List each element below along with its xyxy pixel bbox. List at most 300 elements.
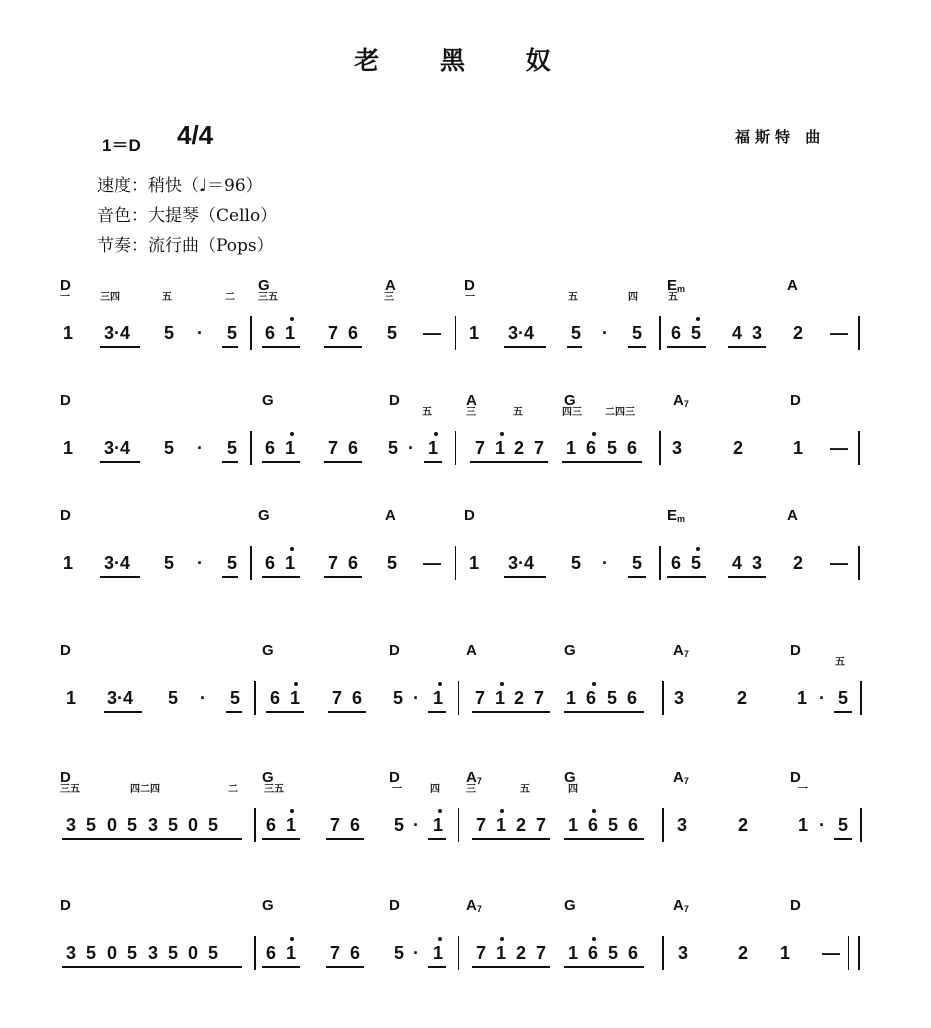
score-system <box>0 642 931 708</box>
chord-symbol: D <box>464 507 475 524</box>
fingering-mark: 三五 <box>60 784 80 795</box>
note: 5 <box>227 323 238 343</box>
note: 3 <box>678 943 689 963</box>
chord-symbol: G <box>262 392 274 409</box>
barline <box>455 316 456 350</box>
chord-symbol: D <box>389 769 400 786</box>
note: 3·4 <box>107 688 134 708</box>
note: 6 <box>628 815 639 835</box>
note: · <box>602 553 608 573</box>
fingering-mark: 四 <box>568 784 578 795</box>
note: 7 <box>475 438 486 458</box>
chord-symbol: G <box>262 769 274 786</box>
note: 6 <box>627 688 638 708</box>
barline <box>659 546 661 580</box>
beam-underline <box>628 346 646 348</box>
note: — <box>423 553 441 573</box>
note: 5 <box>607 438 618 458</box>
note: 5 <box>608 943 619 963</box>
chord-symbol: D <box>790 769 801 786</box>
note: 2 <box>516 943 527 963</box>
octave-dot <box>438 682 442 686</box>
barline <box>858 316 860 350</box>
chord-symbol: G <box>258 277 270 294</box>
octave-dot <box>696 317 700 321</box>
barline <box>848 936 849 970</box>
beam-underline <box>100 461 140 463</box>
fingering-mark: 三 <box>466 784 476 795</box>
note: 0 <box>188 943 199 963</box>
chord-symbol: D <box>60 277 71 294</box>
note: 1 <box>797 688 808 708</box>
note: · <box>197 323 203 343</box>
octave-dot <box>294 682 298 686</box>
fingering-mark: 四 <box>628 292 638 303</box>
beam-underline <box>262 966 300 968</box>
note: 6 <box>671 553 682 573</box>
note: 5 <box>168 815 179 835</box>
note: — <box>830 438 848 458</box>
chord-symbol: D <box>60 507 71 524</box>
note: 2 <box>514 688 525 708</box>
octave-dot <box>438 937 442 941</box>
note: 7 <box>534 438 545 458</box>
note: · <box>408 438 414 458</box>
barline <box>250 546 252 580</box>
note: 6 <box>265 553 276 573</box>
octave-dot <box>500 432 504 436</box>
note: 0 <box>188 815 199 835</box>
time-signature: 4/4 <box>177 120 214 150</box>
octave-dot <box>500 937 504 941</box>
note: 0 <box>107 815 118 835</box>
song-title: 老 黑 奴 <box>354 46 577 75</box>
note: 5 <box>571 323 582 343</box>
note: 2 <box>738 815 749 835</box>
note: 1 <box>496 943 507 963</box>
chord-symbol: $A_7$ <box>673 642 689 659</box>
beam-underline <box>262 576 300 578</box>
note: 3 <box>674 688 685 708</box>
beam-underline <box>222 576 238 578</box>
note: 5 <box>227 438 238 458</box>
note: 3 <box>148 815 159 835</box>
note: 4 <box>732 553 743 573</box>
barline <box>860 681 862 715</box>
note: 6 <box>588 815 599 835</box>
note: 6 <box>348 553 359 573</box>
note: 5 <box>387 553 398 573</box>
fingering-mark: 二四三 <box>605 407 635 418</box>
note: 7 <box>330 943 341 963</box>
note: 3·4 <box>104 553 131 573</box>
beam-underline <box>324 346 362 348</box>
note: 5 <box>86 815 97 835</box>
chord-symbol: D <box>464 277 475 294</box>
barline <box>662 681 664 715</box>
beam-underline <box>564 838 644 840</box>
score-system <box>0 897 931 963</box>
note: · <box>413 815 419 835</box>
chord-symbol: A <box>466 392 477 409</box>
barline <box>659 431 661 465</box>
chord-symbol: D <box>389 897 400 914</box>
note: 1 <box>63 323 74 343</box>
note: 1 <box>469 323 480 343</box>
note: 0 <box>107 943 118 963</box>
note: 3 <box>752 553 763 573</box>
note: 3·4 <box>104 438 131 458</box>
note: 6 <box>586 438 597 458</box>
octave-dot <box>500 682 504 686</box>
octave-dot <box>438 809 442 813</box>
note: 5 <box>227 553 238 573</box>
note: 5 <box>168 688 179 708</box>
beam-underline <box>324 461 362 463</box>
note: 5 <box>838 815 849 835</box>
beam-underline <box>428 711 446 713</box>
fingering-mark: 三 <box>466 407 476 418</box>
chord-symbol: $E_m$ <box>667 277 686 294</box>
octave-dot <box>500 809 504 813</box>
beam-underline <box>834 711 852 713</box>
fingering-mark: 五 <box>422 407 432 418</box>
barline <box>250 431 252 465</box>
note: 4 <box>732 323 743 343</box>
barline <box>858 431 860 465</box>
beam-underline <box>428 838 446 840</box>
note: 5 <box>691 553 702 573</box>
beam-underline <box>62 838 242 840</box>
fingering-mark: 五 <box>568 292 578 303</box>
note: 5 <box>632 553 643 573</box>
beam-underline <box>728 576 766 578</box>
note: 1 <box>286 815 297 835</box>
chord-symbol: A <box>385 277 396 294</box>
note: 1 <box>285 553 296 573</box>
chord-symbol: D <box>389 392 400 409</box>
note: 6 <box>586 688 597 708</box>
fingering-mark: 五 <box>162 292 172 303</box>
chord-symbol: G <box>564 642 576 659</box>
fingering-mark: 三 <box>384 292 394 303</box>
chord-symbol: D <box>60 769 71 786</box>
chord-symbol: A <box>787 507 798 524</box>
note: 3 <box>66 815 77 835</box>
beam-underline <box>262 838 300 840</box>
note: 1 <box>793 438 804 458</box>
beam-underline <box>564 711 644 713</box>
note: 1 <box>286 943 297 963</box>
chord-symbol: D <box>60 897 71 914</box>
beam-underline <box>567 346 582 348</box>
octave-dot <box>592 809 596 813</box>
chord-symbol: D <box>790 897 801 914</box>
note: · <box>413 943 419 963</box>
note: — <box>830 323 848 343</box>
note: 6 <box>627 438 638 458</box>
note: 3 <box>752 323 763 343</box>
note: 3 <box>672 438 683 458</box>
chord-symbol: G <box>258 507 270 524</box>
composer-credit: 福斯特 曲 <box>735 128 826 146</box>
fingering-mark: 五 <box>668 292 678 303</box>
fingering-mark: 五 <box>513 407 523 418</box>
barline <box>662 936 664 970</box>
note: 6 <box>671 323 682 343</box>
barline <box>254 808 256 842</box>
chord-symbol: $A_7$ <box>673 392 689 409</box>
note: 2 <box>793 553 804 573</box>
barline <box>858 546 860 580</box>
octave-dot <box>592 432 596 436</box>
beam-underline <box>100 576 140 578</box>
chord-symbol: A <box>466 642 477 659</box>
fingering-mark: 四二四 <box>130 784 160 795</box>
beam-underline <box>326 838 364 840</box>
barline <box>662 808 664 842</box>
note: 7 <box>475 688 486 708</box>
note: 5 <box>607 688 618 708</box>
note: 1 <box>63 438 74 458</box>
barline <box>455 431 456 465</box>
chord-symbol: $E_m$ <box>667 507 686 524</box>
note: 1 <box>290 688 301 708</box>
note: 3 <box>66 943 77 963</box>
note: · <box>413 688 419 708</box>
beam-underline <box>326 966 364 968</box>
note: 5 <box>127 943 138 963</box>
octave-dot <box>290 317 294 321</box>
note: 1 <box>433 815 444 835</box>
barline <box>458 936 459 970</box>
octave-dot <box>290 547 294 551</box>
note: — <box>830 553 848 573</box>
barline <box>254 681 256 715</box>
note: — <box>822 943 840 963</box>
beam-underline <box>667 346 706 348</box>
beam-underline <box>428 966 446 968</box>
barline <box>250 316 252 350</box>
note: 1 <box>566 688 577 708</box>
note: 1 <box>566 438 577 458</box>
note: 5 <box>208 943 219 963</box>
beam-underline <box>226 711 242 713</box>
note: 5 <box>838 688 849 708</box>
fingering-mark: 二 <box>225 292 235 303</box>
note: 1 <box>428 438 439 458</box>
octave-dot <box>696 547 700 551</box>
note: 3 <box>677 815 688 835</box>
note: 1 <box>433 943 444 963</box>
barline <box>254 936 256 970</box>
note: 3·4 <box>104 323 131 343</box>
barline <box>858 936 860 970</box>
rhythm-line: 节奏：流行曲（Pops） <box>97 236 274 256</box>
note: 7 <box>332 688 343 708</box>
note: 2 <box>737 688 748 708</box>
note: 1 <box>798 815 809 835</box>
note: 5 <box>164 438 175 458</box>
note: 2 <box>516 815 527 835</box>
note: 2 <box>733 438 744 458</box>
score-system <box>0 769 931 835</box>
beam-underline <box>504 576 546 578</box>
note: 5 <box>571 553 582 573</box>
barline <box>455 546 456 580</box>
note: 5 <box>164 553 175 573</box>
beam-underline <box>562 461 642 463</box>
note: 1 <box>568 815 579 835</box>
note: 1 <box>496 815 507 835</box>
note: 6 <box>266 815 277 835</box>
note: 1 <box>285 323 296 343</box>
beam-underline <box>262 346 300 348</box>
chord-symbol: A <box>385 507 396 524</box>
note: 6 <box>348 438 359 458</box>
chord-symbol: D <box>790 642 801 659</box>
note: · <box>197 553 203 573</box>
note: 7 <box>328 323 339 343</box>
beam-underline <box>262 461 300 463</box>
barline <box>659 316 661 350</box>
note: 5 <box>168 943 179 963</box>
beam-underline <box>222 461 238 463</box>
octave-dot <box>434 432 438 436</box>
tempo-line: 速度：稍快（♩＝96） <box>97 176 263 196</box>
note: 5 <box>632 323 643 343</box>
chord-symbol: D <box>60 392 71 409</box>
chord-symbol: D <box>389 642 400 659</box>
chord-symbol: A <box>787 277 798 294</box>
note: 1 <box>285 438 296 458</box>
chord-symbol: $A_7$ <box>466 769 482 786</box>
beam-underline <box>266 711 304 713</box>
note: 3·4 <box>508 553 535 573</box>
barline <box>860 808 862 842</box>
chord-symbol: $A_7$ <box>466 897 482 914</box>
fingering-mark: 四 <box>430 784 440 795</box>
note: 5 <box>393 688 404 708</box>
beam-underline <box>728 346 766 348</box>
note: 6 <box>350 943 361 963</box>
beam-underline <box>328 711 366 713</box>
note: 7 <box>536 943 547 963</box>
fingering-mark: 二 <box>228 784 238 795</box>
note: 5 <box>691 323 702 343</box>
chord-symbol: $A_7$ <box>673 769 689 786</box>
octave-dot <box>290 432 294 436</box>
note: 2 <box>793 323 804 343</box>
fingering-mark: 五 <box>835 657 845 668</box>
fingering-mark: 一 <box>392 784 402 795</box>
note: 6 <box>266 943 277 963</box>
note: 6 <box>350 815 361 835</box>
beam-underline <box>667 576 706 578</box>
chord-symbol: G <box>262 642 274 659</box>
note: 6 <box>265 323 276 343</box>
key-signature: 1＝D <box>102 136 141 155</box>
note: 7 <box>476 815 487 835</box>
note: 5 <box>208 815 219 835</box>
note: 5 <box>394 815 405 835</box>
note: 5 <box>388 438 399 458</box>
beam-underline <box>472 711 550 713</box>
note: 5 <box>608 815 619 835</box>
beam-underline <box>222 346 238 348</box>
note: 7 <box>536 815 547 835</box>
chord-symbol: G <box>564 769 576 786</box>
note: 7 <box>476 943 487 963</box>
beam-underline <box>104 711 142 713</box>
note: · <box>197 438 203 458</box>
beam-underline <box>324 576 362 578</box>
note: 1 <box>469 553 480 573</box>
fingering-mark: 三五 <box>258 292 278 303</box>
chord-symbol: G <box>564 897 576 914</box>
octave-dot <box>592 937 596 941</box>
chord-symbol: D <box>60 642 71 659</box>
fingering-mark: 一 <box>465 292 475 303</box>
octave-dot <box>290 809 294 813</box>
chord-symbol: G <box>262 897 274 914</box>
beam-underline <box>628 576 646 578</box>
barline <box>458 808 459 842</box>
note: · <box>602 323 608 343</box>
score-system <box>0 277 931 343</box>
note: · <box>819 688 825 708</box>
note: 1 <box>63 553 74 573</box>
fingering-mark: 三五 <box>264 784 284 795</box>
note: 7 <box>330 815 341 835</box>
beam-underline <box>100 346 140 348</box>
note: 3 <box>148 943 159 963</box>
note: 1 <box>433 688 444 708</box>
beam-underline <box>424 461 442 463</box>
octave-dot <box>290 937 294 941</box>
note: 6 <box>348 323 359 343</box>
note: 5 <box>127 815 138 835</box>
note: 2 <box>514 438 525 458</box>
note: 1 <box>495 438 506 458</box>
note: 2 <box>738 943 749 963</box>
note: 5 <box>230 688 241 708</box>
fingering-mark: 四三 <box>562 407 582 418</box>
beam-underline <box>564 966 644 968</box>
note: 6 <box>352 688 363 708</box>
note: 6 <box>265 438 276 458</box>
octave-dot <box>592 682 596 686</box>
note: 6 <box>588 943 599 963</box>
beam-underline <box>504 346 546 348</box>
beam-underline <box>472 838 550 840</box>
note: 5 <box>164 323 175 343</box>
note: 1 <box>66 688 77 708</box>
chord-symbol: G <box>564 392 576 409</box>
note: 7 <box>534 688 545 708</box>
beam-underline <box>472 966 550 968</box>
barline <box>458 681 459 715</box>
note: 1 <box>568 943 579 963</box>
fingering-mark: 一 <box>60 292 70 303</box>
fingering-mark: 五 <box>520 784 530 795</box>
beam-underline <box>834 838 852 840</box>
note: 7 <box>328 438 339 458</box>
note: 5 <box>394 943 405 963</box>
fingering-mark: 三四 <box>100 292 120 303</box>
fingering-mark: 一 <box>798 784 808 795</box>
note: 1 <box>780 943 791 963</box>
